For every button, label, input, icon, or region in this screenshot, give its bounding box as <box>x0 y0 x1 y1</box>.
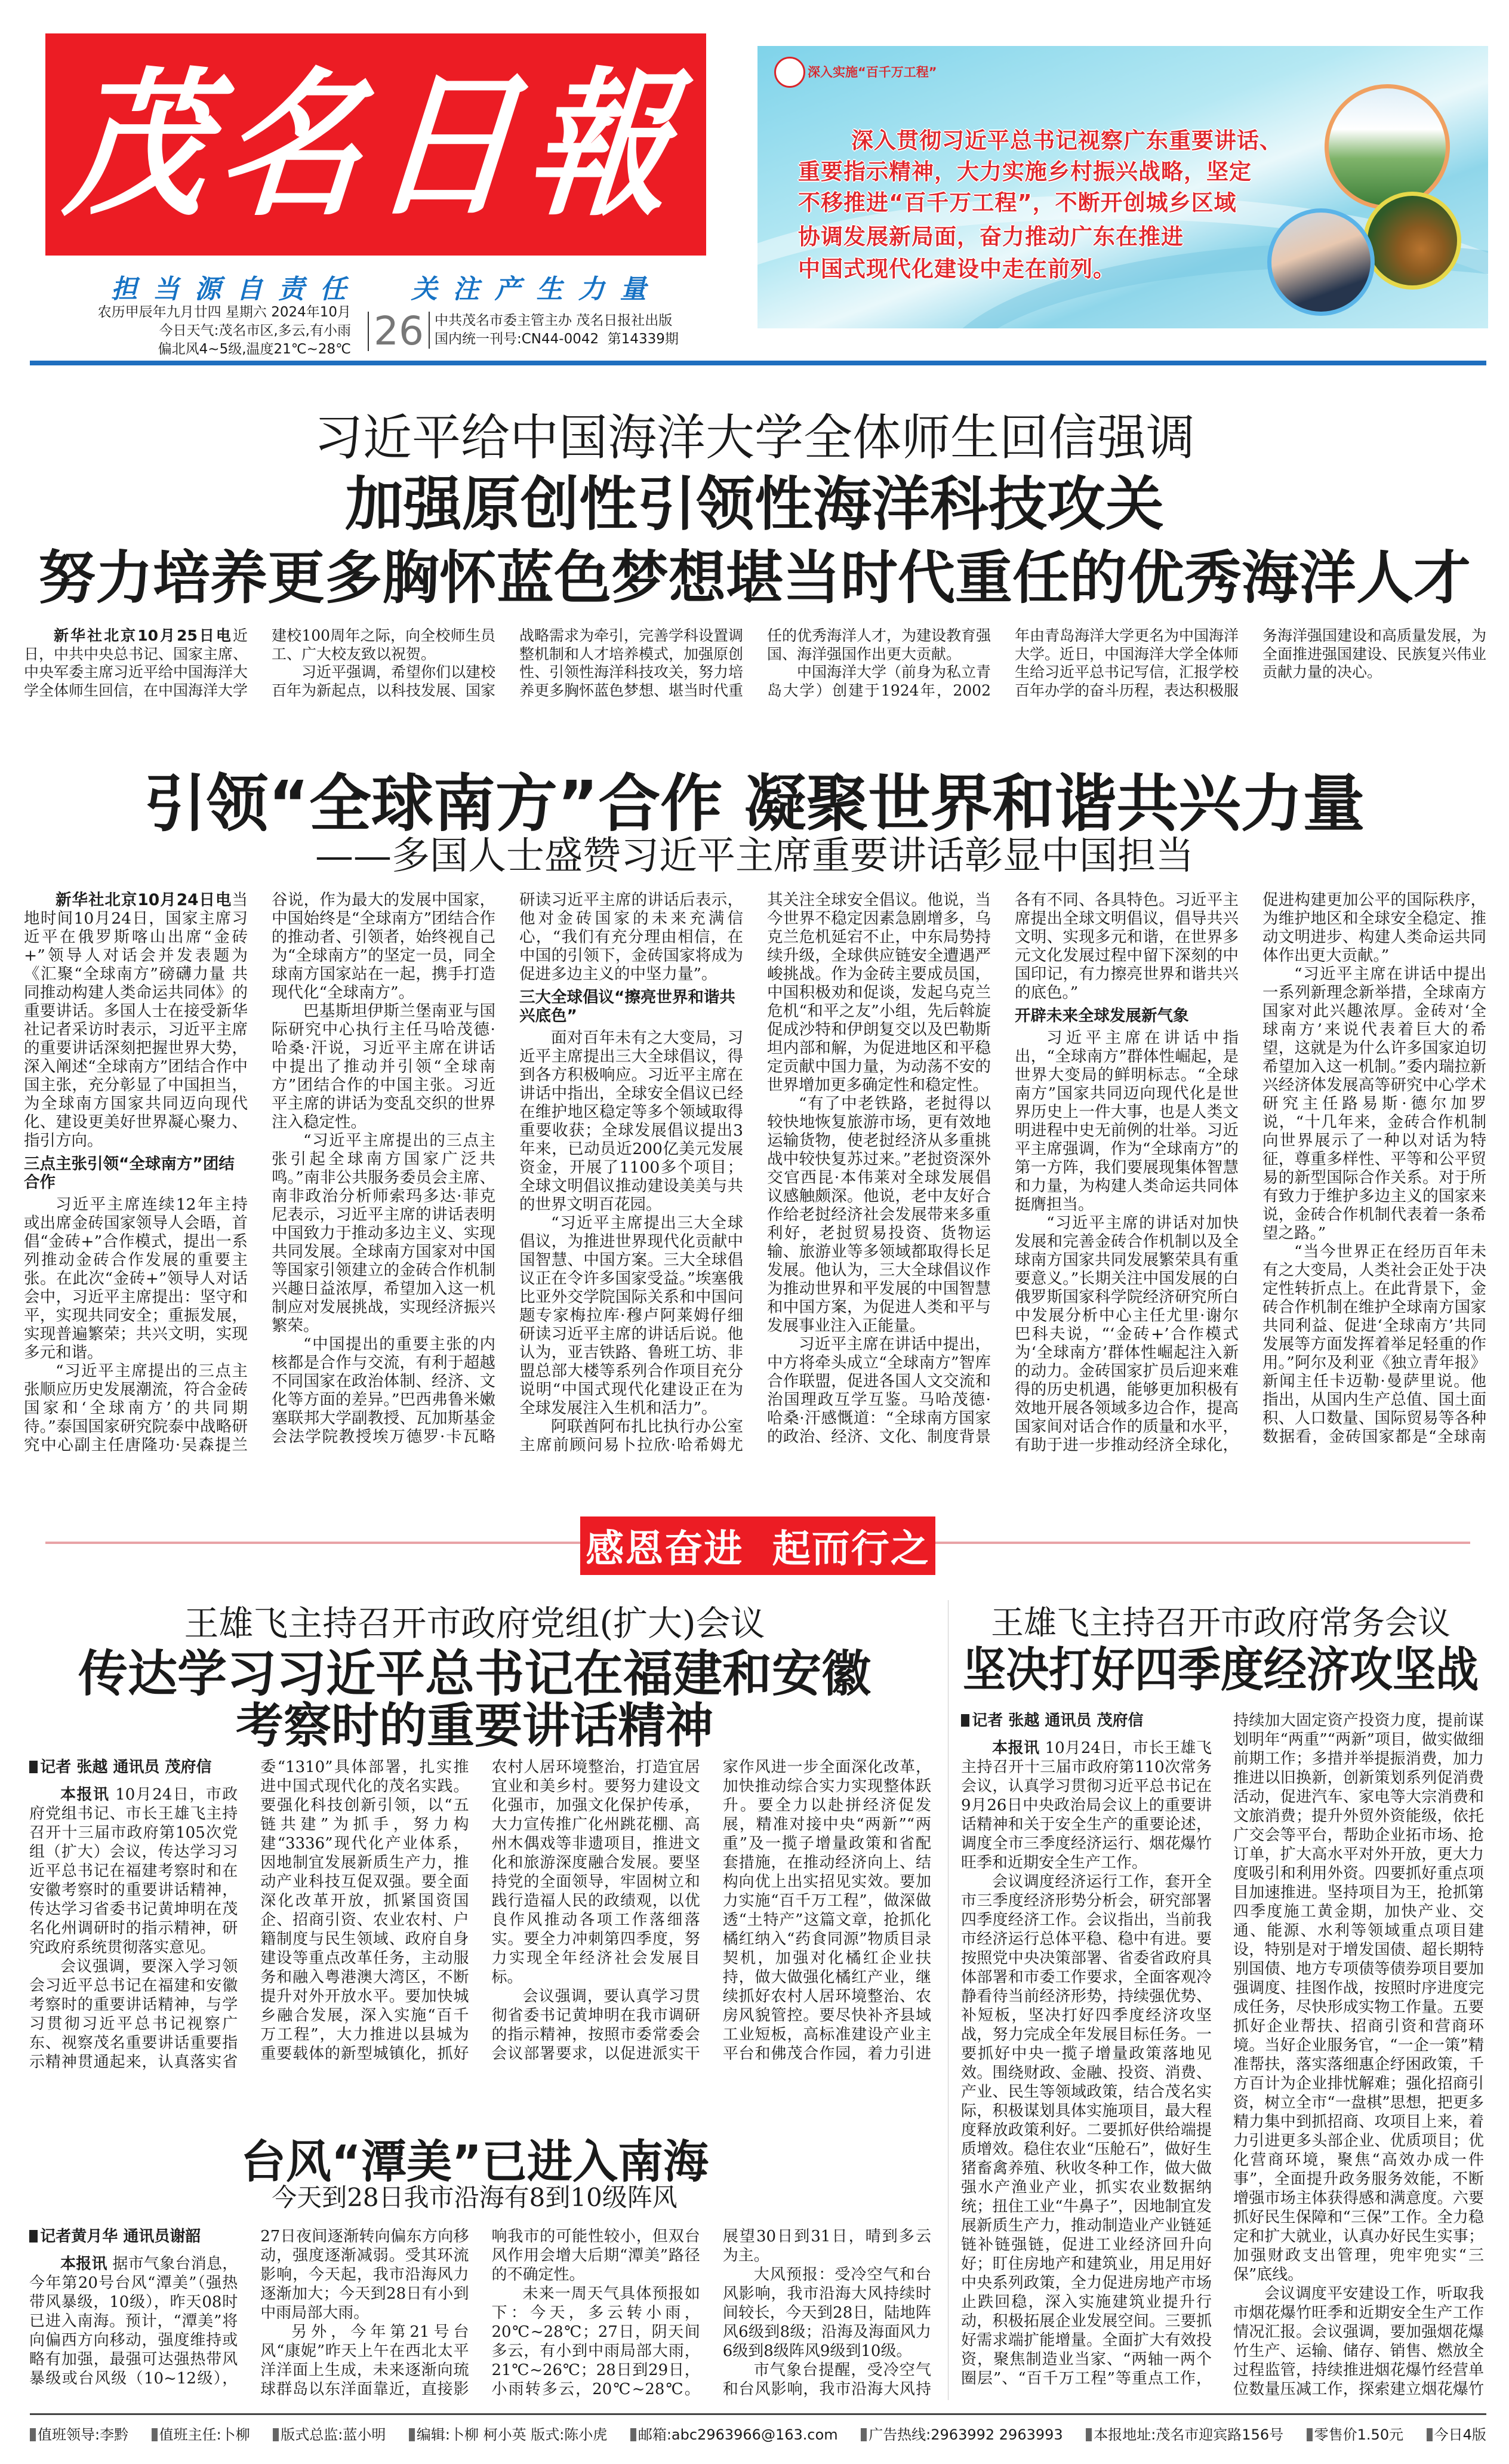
paragraph: “习近平主席的讲话对加快发展和完善金砖合作机制以及全球南方国家共同发展繁荣具有重要意义。”长期关注中国发展的白俄罗斯国家科学院经济研究所白中发展分析中心主任尤里·谢尔巴科夫说，“‘金砖+’合作模式为‘全球南方’群体性崛起注入新的动力。金砖国家扩员后迎来难得的历史机遇，能够更加积极有效地开展各领域多边合作，提高国家间对话合作的质量和水平，有助于进一步推动经济全球化，促进构建更加公平的国际秩序，为维护地区和全球安全稳定、推动文明进步、构建人类命运共同体作出更大贡献。” <box>1015 891 1486 1454</box>
date-weather-box <box>66 303 351 359</box>
section-banner <box>580 1516 935 1575</box>
paragraph: 市气象台提醒，受冷空气和台风影响，我市沿海大风持 <box>722 2361 931 2398</box>
paragraph: “习近平主席提出的三点主张引起全球南方国家广泛共鸣。”南非公共服务委员会主席、南非政治分析师索玛多达·菲克尼表示，习近平主席的讲话表明中国致力于推动多边主义、实现共同发展。全球南方国家对中国等国家引领建立的金砖合作机制兴趣日益浓厚，希望加入这一机制应对发展挑战，实现经济振兴繁荣。 <box>272 1131 495 1335</box>
subheading: 开辟未来全球发展新气象 <box>1015 1007 1189 1025</box>
paragraph: “习近平主席提出三大全球倡议，为推进世界现代化贡献中国智慧、中国方案。三大全球倡议正在令许多国家受益。”埃塞俄比亚外交学院国际关系和中国问题专家梅拉库·穆卢阿莱姆仔细研读习近平主席的讲话后说。他认为，亚吉铁路、鲁班工坊、非盟总部大楼等系列合作项目充分说明“中国式现代化建设正在为全球发展注入生机和活力”。 <box>519 1214 743 1417</box>
village-photo <box>1325 84 1450 210</box>
paragraph: “当今世界正在经历百年未有之大变局，人类社会正处于决定性转折点上。在此背景下，金砖合作机制在维护全球南方国家共同利益、促进‘全球南方’共同发展等方面发挥着举足轻重的作用。”阿尔及利亚《独立青年报》新闻主任卡迈勒·曼萨里说。他指出，从国内生产总值、国土面积、人口数量、国际贸易等各种数据看，金砖国家都是“全球南 <box>1262 1242 1486 1446</box>
footer-credits <box>30 2423 1486 2444</box>
paragraph: 面对百年未有之大变局，习近平主席提出三大全球倡议，得到各方积极响应。习近平主席在讲话中指出，全球安全倡议已经在维护地区稳定等多个领域取得重要收获；全球发展倡议提出3年来，已动员近200亿美元发展资金，开展了1100多个项目；全球文明倡议推动建设美美与共的世界文明百花园。 <box>519 1029 743 1214</box>
divider <box>935 1542 1470 1544</box>
subheading: 三点主张引领“全球南方”团结合作 <box>24 1155 235 1192</box>
paragraph: “习近平主席在讲话中提出一系列新理念新举措，全球南方国家对此兴趣浓厚。金砖对‘全球南方’来说代表着巨大的希望，这就是为什么许多国家迫切希望加入这一机制。”委内瑞拉新兴经济体发展高等研究中心学术研究主任路易斯·德尔加罗说，“十几年来，金砖合作机制向世界展示了一种以对话为特征，尊重多样性、平等和公平贸易的新型国际合作关系。对于所有致力于维护多边主义的国家来说，金砖合作机制代表着一条希望之路。” <box>1262 965 1486 1242</box>
footer-item: 值班领导:李黔 <box>30 2423 128 2444</box>
lead-paragraph <box>24 891 248 1150</box>
paragraph: 巴基斯坦伊斯兰堡南亚与国际研究中心执行主任马哈茂德·哈桑·汗说，习近平主席在讲话中提出了推动并引领“全球南方”团结合作的中国主张。习近平主席的讲话为变乱交织的世界注入稳定性。 <box>272 1002 495 1131</box>
paragraph-text: 10月24日，市长王雄飞主持召开十三届市政府第110次常务会议，认真学习贯彻习近平总书记在9月26日中央政治局会议上的重要讲话精神和关于安全生产的重要论述，调度全市三季度经济运行、烟花爆竹旺季和近期安全生产工作。 <box>961 1739 1212 1872</box>
masthead-rule <box>30 361 1486 365</box>
paragraph: 大风预报：受冷空气和台风影响，我市沿海大风持续时间较长，今天到28日，陆地阵风6级到8级；沿海及海面风力6级到8级阵风9级到10级。 <box>722 2266 931 2360</box>
masthead-slogan: 担当源自责任 关注产生力量 <box>111 274 662 304</box>
paragraph: 会议强调，要认真学习贯彻省委书记黄坤明在我市调研的指示精神，按照市委常委会会议部署要求，以促进派实干家作风进一步全面深化改革，加快推动综合实力实现整体跃升。要全力以赴拼经济促发展，精准对接中央“两新”“两重”及一揽子增量政策和省配套措施，在推动经济向上、结构向优上出实招见实效。要加力实施“百千万工程”，做深做透“土特产”这篇文章，抢抓化橘红纳入“药食同源”物质目录契机，加强对化橘红企业扶持，做大做强化橘红产业，继续抓好农村人居环境整治、农房风貌管控。要尽快补齐县域工业短板，高标准建设产业主平台和佛茂合作园，着力引进 <box>491 1758 931 2063</box>
campaign-logo-icon <box>774 57 805 88</box>
article3-kicker: 王雄飞主持召开市政府党组(扩大)会议 <box>184 1603 765 1644</box>
banner-line: 重要指示精神，大力实施乡村振兴战略，坚定 <box>798 159 1252 184</box>
divider <box>45 1542 580 1544</box>
byline: 记者黄月华 通讯员谢韶 <box>29 2227 238 2246</box>
issn-issue <box>435 330 679 349</box>
dateline: 本报讯 <box>60 1786 110 1804</box>
article2-body <box>24 891 1486 1455</box>
dateline: 本报讯 <box>992 1739 1040 1757</box>
paragraph: “中国提出的重要主张的内核都是合作与交流，有利于超越不同国家在政治体制、经济、文化等方面的差异。”巴西弗鲁米嫩塞联邦大学副教授、瓦加斯基金会法学院教授埃万德罗·卡瓦略研读习近平主席的讲话后表示，他对金砖国家的未来充满信心，“我们有充分理由相信，在中国的引领下，金砖国家将成为促进多边主义的中坚力量”。 <box>272 891 743 1446</box>
article5-headline: 台风“潭美”已进入南海 <box>241 2135 709 2188</box>
section-banner-text: 感恩奋进 起而行之 <box>586 1527 930 1571</box>
weather-line: 今日天气:茂名市区,多云,有小雨 <box>159 323 351 339</box>
paragraph: 阿联酋阿布扎比执行办公室主席前顾问易卜拉欣·哈希姆尤其关注全球安全倡议。他说，当今世界不稳定因素急剧增多，乌克兰危机延宕不止，中东局势持续升级，全球供应链安全遭遇严峻挑战。作为金砖主要成员国，中国积极劝和促谈，发起乌克兰危机“和平之友”小组，先后斡旋促成沙特和伊朗复交以及巴勒斯坦内部和解，为促进地区和平稳定贡献中国力量，为动荡不安的世界增加更多确定性和稳定性。 <box>519 891 991 1454</box>
paragraph: “习近平主席提出的三点主张顺应历史发展潮流，符合金砖国家和‘全球南方’的共同期待。”泰国国家研究院泰中战略研究中心副主任唐隆功·吴森提兰谷说，作为最大的发展中国家，中国始终是“全球南方”团结合作的推动者、引领者，始终视自己为“全球南方”的坚定一员，同全球南方国家站在一起，携手打造现代化“全球南方”。 <box>24 891 495 1454</box>
masthead-logo <box>45 33 706 256</box>
lunar-date: 农历甲辰年九月廿四 星期六 2024年10月 <box>97 304 351 320</box>
banner-line: 不移推进“百千万工程”，不断开创城乡区域 <box>798 190 1237 216</box>
publisher: 中共茂名市委主管主办 茂名日报社出版 <box>435 313 673 328</box>
byline: 记者 张越 通讯员 茂府信 <box>29 1758 238 1777</box>
paragraph: “有了中老铁路，老挝得以较快地恢复旅游市场，更有效地运输货物，使老挝经济从多重挑战中较快复苏过来。”老挝资深外交官西昆·本伟莱对全球发展倡议感触颇深。他说，老中友好合作给老挝经济社会发展带来多重利好，老挝贸易投资、货物运输、旅游业等多领域都取得长足发展。他认为，三大全球倡议作为推动世界和平发展的中国智慧和中国方案，为促进人类和平与发展事业注入正能量。 <box>767 1094 991 1335</box>
article1-kicker: 习近平给中国海洋大学全体师生回信强调 <box>313 410 1195 466</box>
article3-headline-2: 考察时的重要讲话精神 <box>236 1698 713 1754</box>
footer-email: 邮箱:abc2963966@163.com <box>630 2423 838 2444</box>
banner-line: 中国式现代化建设中走在前列。 <box>798 256 1116 282</box>
footer-item: 编辑:卜柳 柯小英 版式:陈小虎 <box>409 2423 607 2444</box>
footer-ad-hotline: 广告热线:2963992 2963993 <box>861 2423 1063 2444</box>
article4-body <box>961 1711 1484 2399</box>
article5-subtitle: 今天到28日我市沿海有8到10级阵风 <box>272 2183 677 2212</box>
paragraph-text: 当地时间10月24日，国家主席习近平在俄罗斯喀山出席“金砖+”领导人对话会并发表题为《汇聚“全球南方”磅礴力量 共同推动构建人类命运共同体》的重要讲话。多国人士在接受新华社记者采访时表示，习近平主席的重要讲话深刻把握世界大势，深入阐述“全球南方”团结合作中国主张，充分彰显了中国担当，为全球南方国家共同迈向现代化、建设更美好世界凝心聚力、指引方向。 <box>24 891 248 1150</box>
longan-photo <box>1363 192 1461 290</box>
article2-headline: 引领“全球南方”合作 凝聚世界和谐共兴力量 <box>144 767 1365 840</box>
issn: 国内统一刊号:CN44-0042 <box>435 331 599 347</box>
byline: 记者 张越 通讯员 茂府信 <box>961 1711 1212 1730</box>
article3-headline: 传达学习习近平总书记在福建和安徽 <box>78 1645 871 1703</box>
paragraph: 未来一周天气具体预报如下：今天，多云转小雨，20℃~28℃；27日，阴天间多云，有小到中雨局部大雨，21℃~26℃；28日到29日，小雨转多云，20℃~28℃。展望30日到31日，晴到多云为主。 <box>491 2228 931 2398</box>
dateline: 新华社北京10月25日电 <box>54 627 233 644</box>
paragraph: 习近平主席连续12年主持或出席金砖国家领导人会晤，首倡“金砖+”合作模式，提出一系列推动金砖合作发展的重要主张。在此次“金砖+”领导人对话会中，习近平主席提出：坚守和平，实现共同安全；重振发展，实现普遍繁荣；共兴文明，实现多元和谐。 <box>24 1195 248 1362</box>
footer-item: 值班主任:卜柳 <box>152 2423 250 2444</box>
paragraph: 中国海洋大学（前身为私立青岛大学）创建于1924年，2002年由青岛海洋大学更名为中国海洋大学。近日，中国海洋大学全体师生给习近平总书记写信，汇报学校百年办学的奋斗历程，表达积极服务海洋强国建设和高质量发展，为全面推进强国建设、民族复兴伟业贡献力量的决心。 <box>767 627 1486 699</box>
issue-number: 第14339期 <box>607 331 679 347</box>
paragraph-text: 据市气象台消息，今年第20号台风“潭美”（强热带风暴级，10级），昨天08时已进入南海。预计，“潭美”将向偏西方向移动，强度维持或略有加强，最强可达强热带风暴级或台风级（10~12级），27日夜间逐渐转向偏东方向移动，强度逐渐减弱。受其环流影响，今天起，我市沿海风力逐渐加大；今天到28日有小到中雨局部大雨。 <box>29 2228 469 2388</box>
banner-line: 协调发展新局面，奋力推动广东在推进 <box>798 224 1184 250</box>
paragraph: 习近平主席在讲话中提出，中方将牵头成立“全球南方”智库合作联盟，促进各国人文交流和治国理政互学互鉴。马哈茂德·哈桑·汗感慨道：“全球南方国家的政治、经济、文化、制度背景各有不同、各具特色。习近平主席提出全球文明倡议，倡导共兴文明、实现多元和谐，在世界多元文化发展过程中留下深刻的中国印记，有力擦亮世界和谐共兴的底色。” <box>767 891 1239 1446</box>
footer-rule <box>30 2413 1486 2415</box>
weather-line: 偏北风4~5级,温度21℃~28℃ <box>158 342 351 357</box>
footer-page-count: 今日4版 <box>1427 2423 1486 2444</box>
article1-headline: 加强原创性引领性海洋科技攻关 <box>344 470 1164 539</box>
footer-item: 版式总监:蓝小明 <box>273 2423 386 2444</box>
factory-workers-photo <box>1267 208 1375 316</box>
lead-paragraph <box>29 1785 238 1957</box>
dateline: 新华社北京10月24日电 <box>56 891 232 909</box>
paragraph: 另外，今年第21号台风“康妮”昨天上午在西北太平洋洋面上生成，未来逐渐向琉球群岛以东洋面靠近，直接影响我市的可能性较小，但双台风作用会增大后期“潭美”路径的不确定性。 <box>260 2228 700 2398</box>
paragraph: 会议调度平安建设工作，听取我市烟花爆竹旺季和近期安全生产工作情况汇报。会议强调，要加强烟花爆竹生产、运输、储存、销售、燃放全过程监管，持续推进烟花爆竹经营单位数量压减工作，探索建立烟花爆竹 <box>1233 2285 1484 2398</box>
article2-subtitle: ——多国人士盛赞习近平主席重要讲话彰显中国担当 <box>315 834 1194 878</box>
article4-kicker: 王雄飞主持召开市政府常务会议 <box>990 1604 1451 1642</box>
promo-banner <box>757 46 1488 328</box>
publisher-box <box>429 312 679 349</box>
article1-body <box>24 627 1486 701</box>
lead-paragraph <box>961 1739 1212 1872</box>
campaign-tag: 深入实施“百千万工程” <box>808 65 937 79</box>
paragraph-text: 近日，中共中央总书记、国家主席、中央军委主席习近平给中国海洋大学全体师生回信，在中国海洋大学建校100周年之际，向全校师生员工、广大校友致以祝贺。 <box>24 627 495 699</box>
paragraph: 会议强调，要深入学习领会习近平总书记在福建和安徽考察时的重要讲话精神，与学习贯彻习近平总书记视察广东、视察茂名重要讲话重要指示精神贯通起来，认真落实省委“1310”具体部署，扎实推进中国式现代化的茂名实践。要强化科技创新引领，以“五链共建”为抓手，努力构建“3336”现代化产业体系，因地制宜发展新质生产力，推动产业科技互促双强。要全面深化改革开放，抓紧国资国企、招商引资、农业农村、户籍制度与民生领域、政府自身建设等重点改革任务，主动服务和融入粤港澳大湾区，不断提升对外开放水平。要加快城乡融合发展，深入实施“百千万工程”，大力推进以县城为重要载体的新型城镇化，抓好农村人居环境整治，打造宜居宜业和美乡村。要努力建设文化强市，加强文化保护传承，大力宣传推广化州跳花棚、高州木偶戏等非遗项目，推进文化和旅游深度融合发展。要坚持党的全面领导，牢固树立和践行造福人民的政绩观，以优良作风推动各项工作落细落实。要全力冲刺第四季度，努力实现全年经济社会发展目标。 <box>29 1758 700 2071</box>
paragraph: 会议调度经济运行工作，套开全市三季度经济形势分析会，研究部署四季度经济工作。会议指出，当前我市经济运行总体平稳、稳中有进。要按照党中央决策部署、省委省政府具体部署和市委工作要求，全面客观冷静看待当前经济形势，持续强优势、补短板，坚决打好四季度经济攻坚战，努力完成全年发展目标任务。一要抓好中央一揽子增量政策落地见效。围绕财政、金融、投资、消费、产业、民生等领域政策，结合茂名实际，积极谋划具体实施项目，最大程度释放政策利好。二要抓好供给端提质增效。稳住农业“压舱石”，做好生猪畜禽养殖、秋收冬种工作，做大做强水产渔业产业，抓实农业数据纳统；扭住工业“牛鼻子”，因地制宜发展新质生产力，推动制造业产业链延链补链强链，促进工业经济回升向好；盯住房地产和建筑业，用足用好中央系列政策，全力促进房地产市场止跌回稳，深入实施建筑业提升行动，积极拓展企业发展空间。三要抓好需求端扩能增量。全面扩大有效投资，聚焦制造业当家、“两轴一两个圈层”、“百千万工程”等重点工作，持续加大固定资产投资力度，提前谋划明年“两重”“两新”项目，做实做细前期工作；多措并举提振消费，加力推进以旧换新，创新策划系列促消费活动，促进汽车、家电等大宗消费和文旅消费；提升外贸外资能级，依托广交会等平台，帮助企业拓市场、抢订单，扩大高水平对外开放，更大力度吸引和利用外资。四要抓好重点项目加速推进。坚持项目为王，抢抓第四季度施工黄金期，加快产业、交通、能源、水利等领域重点项目建设，特别是对于增发国债、超长期特别国债、地方专项债等债券项目要加强调度、挂图作战，按照时序进度完成任务，尽快形成实物工作量。五要抓好企业帮扶、招商引资和营商环境。当好企业服务官，“一企一策”精准帮扶，落实落细惠企纾困政策，千方百计为企业排忧解难；强化招商引资，树立全市“一盘棋”思想，把更多精力集中到抓招商、攻项目上来，着力引进更多头部企业、优质项目；优化营商环境，聚焦“高效办成一件事”，全面提升政务服务效能，不断增强市场主体获得感和满意度。六要抓好民生保障和“三保”工作。全力稳定和扩大就业，认真办好民生实事；加强财政支出管理，兜牢兜实“三保”底线。 <box>961 1712 1484 2388</box>
article4-headline: 坚决打好四季度经济攻坚战 <box>962 1642 1479 1697</box>
dateline: 本报讯 <box>60 2255 107 2273</box>
article5-body <box>29 2227 931 2401</box>
subheading: 三大全球倡议“擦亮世界和谐共兴底色” <box>519 988 735 1025</box>
article3-body <box>29 1758 931 2073</box>
paragraph: 习近平强调，希望你们以建校百年为新起点，以科技发展、国家战略需求为牵引，完善学科设置调整机制和人才培养模式，加强原创性、引领性海洋科技攻关，努力培养更多胸怀蓝色梦想、堪当时代重任的优秀海洋人才，为建设教育强国、海洋强国作出更大贡献。 <box>272 627 991 699</box>
paragraph-text: 10月24日，市政府党组书记、市长王雄飞主持召开十三届市政府第105次党组（扩大）会议，传达学习习近平总书记在福建考察时和在安徽考察时的重要讲话精神，传达学习省委书记黄坤明在茂名化州调研时的指示精神，研究政府系统贯彻落实意见。 <box>29 1786 238 1957</box>
footer-price: 零售价1.50元 <box>1307 2423 1403 2444</box>
day-number: 26 <box>368 312 424 351</box>
footer-address: 本报地址:茂名市迎宾路156号 <box>1086 2423 1283 2444</box>
article1-headline-2: 努力培养更多胸怀蓝色梦想堪当时代重任的优秀海洋人才 <box>38 545 1471 611</box>
banner-line: 深入贯彻习近平总书记视察广东重要讲话、 <box>851 128 1282 153</box>
newspaper-title: 茂名日報 <box>58 51 693 238</box>
paragraph: 习近平主席在讲话中指出，“全球南方”群体性崛起，是世界大变局的鲜明标志。“全球南方”国家共同迈向现代化是世界历史上一件大事，也是人类文明进程中史无前例的壮举。习近平主席强调，作为“全球南方”的第一方阵，我们要展现集体智慧和力量，为构建人类命运共同体挺膺担当。 <box>1015 1029 1239 1214</box>
